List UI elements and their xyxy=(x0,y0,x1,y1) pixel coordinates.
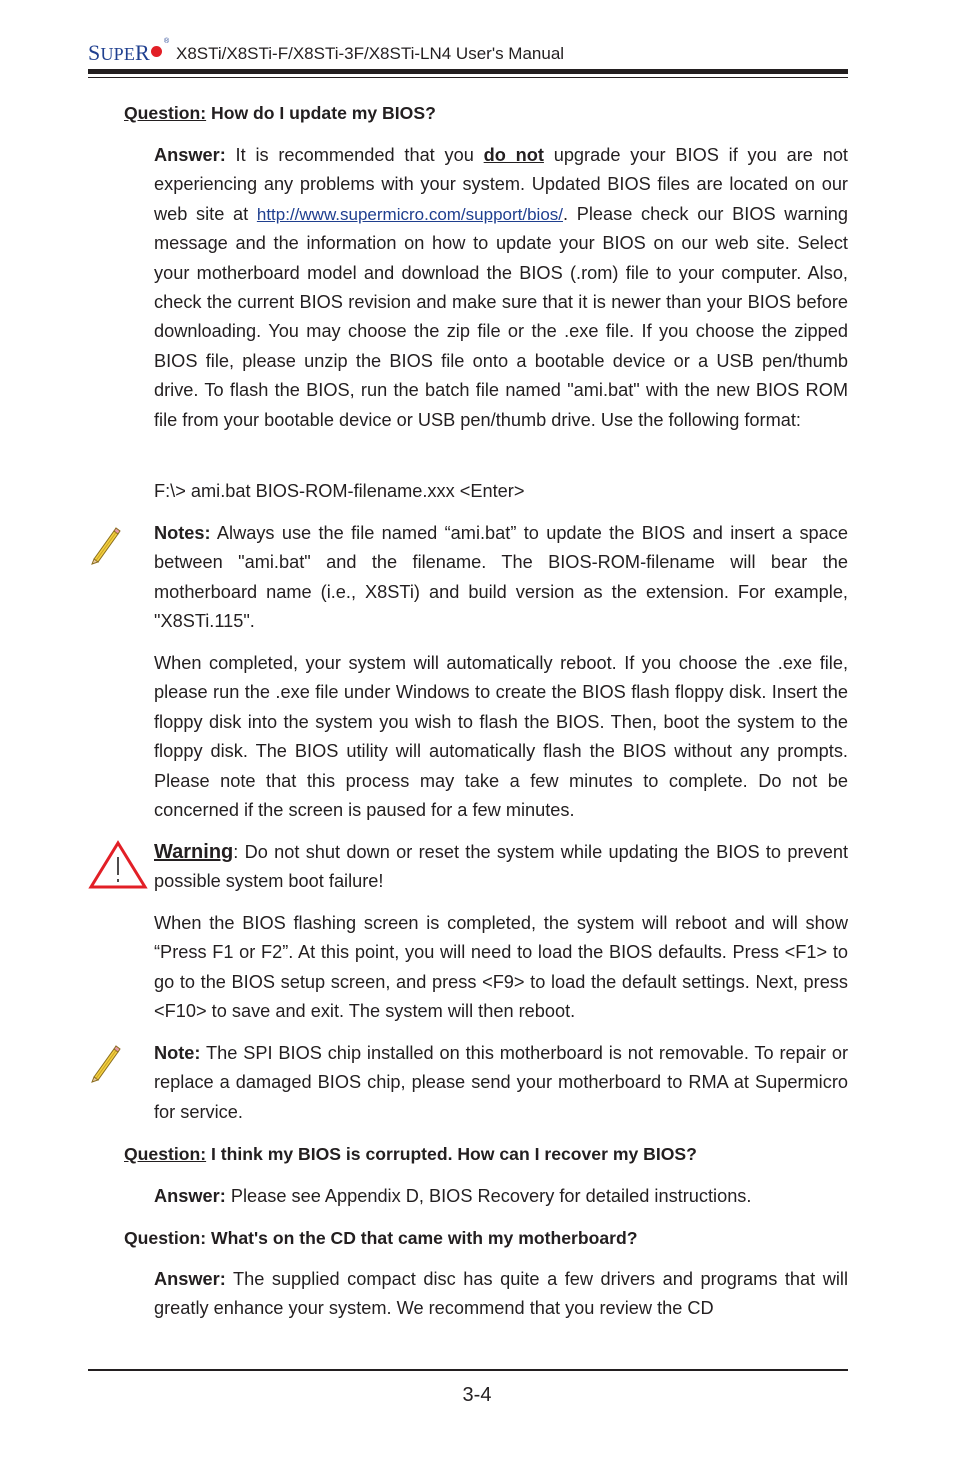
warning-paragraph xyxy=(154,838,848,897)
header-rule-thin xyxy=(88,77,848,78)
logo-dot xyxy=(151,46,162,57)
bios-download-link[interactable]: http://www.supermicro.com/support/bios/ xyxy=(256,204,563,224)
answer-update-bios xyxy=(154,141,848,435)
paragraph-flash-done: When the BIOS flashing screen is completed, the system will reboot and will show “Press F1 or F2”. At this point, you will need to load the BIOS defaults. Press <F1> to go to the BIOS setup screen, and press <F9> to load the default settings. Next, press <F10> to save and exit. The system will then reboot. xyxy=(154,913,848,1022)
answer-text-2: upgrade your BIOS if you are not experiencing any problems with your system. Updated BIOS files are located on our web site at xyxy=(154,145,848,224)
pencil-icon xyxy=(88,1043,122,1083)
paragraph-completed: When completed, your system will automatically reboot. If you choose the .exe file, please run the .exe file under Windows to create the BIOS flash floppy disk. Insert the floppy disk into the system you wish to flash the BIOS. Then, boot the system to the floppy disk. The BIOS utility will automatically flash the BIOS without any prompts. Please note that this process may take a few minutes to complete. Do not be concerned if the screen is paused for a few minutes. xyxy=(154,653,848,821)
answer-bios-corrupted xyxy=(154,1182,848,1211)
question-bios-corrupted xyxy=(124,1142,848,1166)
notes-ami-bat xyxy=(154,519,848,637)
answer-text-1: It is recommended that you xyxy=(225,145,484,165)
question-label: Question: xyxy=(124,103,207,123)
header-rule-thick xyxy=(88,69,848,74)
question-text: How do I update my BIOS? xyxy=(206,103,436,123)
answer-text-3: . Please check our BIOS warning message and the information on how to update your BIOS on our web site. Select your motherboard model and download the BIOS (.rom) file to your computer. Also, check the current BIOS revision and make sure that it is newer than your BIOS before downloading. You may choose the zip file or the .exe file. If you choose the zipped BIOS file, please unzip the BIOS file onto a bootable device or a USB pen/thumb drive. To flash the BIOS, run the batch file named "ami.bat" with the new BIOS ROM file from your bootable device or USB pen/thumb drive. Use the following format: xyxy=(154,203,848,430)
warning-label: Warning xyxy=(154,841,234,863)
manual-title: X8STi/X8STi-F/X8STi-3F/X8STi-LN4 User's Manual xyxy=(176,44,565,63)
pencil-icon xyxy=(88,525,122,565)
command-format-line: F:\> ami.bat BIOS-ROM-filename.xxx <Enter> xyxy=(154,481,525,501)
note-text: The SPI BIOS chip installed on this motherboard is not removable. To repair or replace a damaged BIOS chip, please send your motherboard to RMA at Supermicro for service. xyxy=(154,1043,848,1122)
supermicro-logo: SUPER xyxy=(88,40,150,65)
answer-label: Answer: xyxy=(154,145,226,165)
notes-label: Notes: xyxy=(154,523,211,543)
answer-label: Answer: xyxy=(154,1269,226,1289)
question-update-bios xyxy=(124,101,848,125)
emphasis-do-not: do not xyxy=(483,145,544,165)
question-text: I think my BIOS is corrupted. How can I recover my BIOS? xyxy=(206,1144,697,1164)
page-number: 3-4 xyxy=(462,1384,492,1406)
notes-text: Always use the file named “ami.bat” to update the BIOS and insert a space between "ami.bat" and the filename. The BIOS-ROM-filename will bear the motherboard name (i.e., X8STi) and build version as the extension. For example, "X8STi.115". xyxy=(154,523,848,632)
answer-text: Please see Appendix D, BIOS Recovery for detailed instructions. xyxy=(225,1186,752,1206)
question-label: Question: xyxy=(124,1144,207,1164)
footer-rule xyxy=(88,1369,848,1371)
answer-cd-contents xyxy=(154,1265,848,1324)
warning-triangle-icon xyxy=(88,840,148,890)
answer-text: The supplied compact disc has quite a few drivers and programs that will greatly enhance your system. We recommend that you review the CD xyxy=(154,1269,848,1319)
question-cd-contents: Question: What's on the CD that came with my motherboard? xyxy=(124,1228,638,1248)
note-spi-chip xyxy=(154,1039,848,1127)
logo-registered-mark: ® xyxy=(164,38,170,45)
page-header xyxy=(88,38,848,68)
note-label: Note: xyxy=(154,1043,201,1063)
warning-text: : Do not shut down or reset the system while updating the BIOS to prevent possible system boot failure! xyxy=(154,842,848,892)
answer-label: Answer: xyxy=(154,1186,226,1206)
